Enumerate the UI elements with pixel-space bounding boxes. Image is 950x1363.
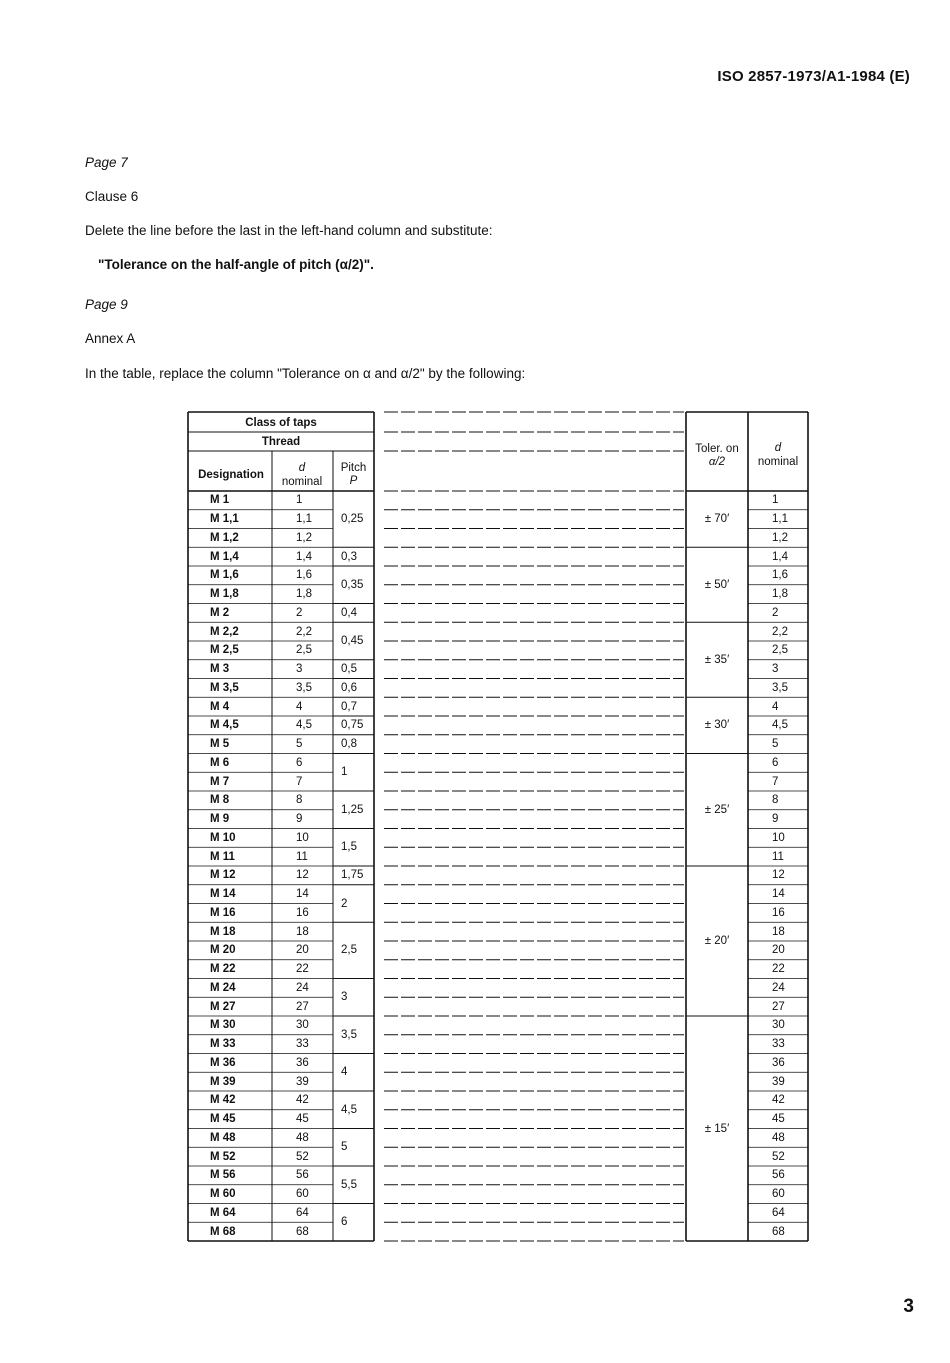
designation-cell: M 10: [210, 831, 236, 844]
pitch-cell: 0,75: [341, 719, 364, 732]
d-nominal-right-cell: 18: [772, 925, 785, 938]
d-nominal-right-cell: 8: [772, 794, 779, 807]
designation-cell: M 68: [210, 1225, 236, 1238]
d-nominal-cell: 10: [296, 831, 309, 844]
d-nominal-right-cell: 5: [772, 738, 779, 751]
d-nominal-cell: 2,2: [296, 625, 312, 638]
header-d-nominal: nominal: [281, 476, 323, 488]
d-nominal-cell: 64: [296, 1206, 309, 1219]
d-nominal-cell: 1,4: [296, 550, 312, 563]
d-nominal-right-cell: 20: [772, 944, 785, 957]
d-nominal-cell: 8: [296, 794, 303, 807]
pitch-cell: 1,75: [341, 869, 364, 882]
d-nominal-cell: 60: [296, 1188, 309, 1201]
pitch-cell: 4,5: [341, 1103, 357, 1116]
d-nominal-right-cell: 3: [772, 663, 779, 676]
designation-cell: M 36: [210, 1056, 236, 1069]
d-nominal-cell: 1,2: [296, 531, 312, 544]
d-nominal-cell: 39: [296, 1075, 309, 1088]
d-nominal-cell: 3: [296, 663, 303, 676]
d-nominal-right-cell: 16: [772, 906, 785, 919]
d-nominal-cell: 2,5: [296, 644, 312, 657]
d-nominal-cell: 45: [296, 1113, 309, 1126]
designation-cell: M 14: [210, 888, 236, 901]
d-nominal-cell: 14: [296, 888, 309, 901]
pitch-cell: 0,35: [341, 578, 364, 591]
header-thread: Thread: [261, 436, 301, 448]
d-nominal-right-cell: 3,5: [772, 681, 788, 694]
pitch-cell: 0,5: [341, 663, 357, 676]
header-d-nominal-right: nominal: [757, 456, 799, 468]
pitch-cell: 0,45: [341, 635, 364, 647]
d-nominal-right-cell: 30: [772, 1019, 785, 1032]
clause-1: Clause 6: [85, 189, 139, 204]
pitch-cell: 0,25: [341, 513, 364, 526]
designation-cell: M 9: [210, 813, 230, 826]
d-nominal-cell: 33: [296, 1038, 309, 1051]
d-nominal-cell: 18: [296, 925, 309, 938]
designation-cell: M 4,5: [210, 719, 239, 732]
designation-cell: M 1,4: [210, 550, 239, 563]
designation-cell: M 22: [210, 963, 236, 976]
designation-cell: M 30: [210, 1019, 236, 1032]
d-nominal-right-cell: 68: [772, 1225, 785, 1238]
header-class-of-taps: Class of taps: [245, 417, 317, 429]
designation-cell: M 16: [210, 906, 236, 919]
designation-cell: M 12: [210, 869, 236, 882]
pitch-cell: 0,8: [341, 738, 357, 751]
d-nominal-cell: 9: [296, 813, 303, 826]
pitch-cell: 2: [341, 897, 348, 910]
pitch-cell: 0,4: [341, 606, 357, 619]
d-nominal-right-cell: 4: [772, 700, 779, 713]
designation-cell: M 2,2: [210, 625, 239, 638]
designation-cell: M 2: [210, 606, 230, 619]
page-number: 3: [903, 1296, 914, 1317]
designation-cell: M 1,8: [210, 588, 239, 601]
designation-cell: M 4: [210, 700, 230, 713]
designation-cell: M 42: [210, 1094, 236, 1107]
d-nominal-cell: 6: [296, 756, 303, 769]
d-nominal-right-cell: 1,8: [772, 588, 788, 601]
pitch-cell: 1,5: [341, 841, 357, 854]
pitch-cell: 3: [341, 991, 348, 1004]
d-nominal-right-cell: 11: [772, 850, 784, 863]
d-nominal-right-cell: 2: [772, 606, 779, 619]
d-nominal-cell: 16: [296, 906, 309, 919]
header-d-right: d: [774, 442, 782, 454]
designation-cell: M 1,6: [210, 569, 239, 582]
designation-cell: M 1: [210, 494, 230, 507]
pitch-cell: 4: [341, 1066, 348, 1079]
designation-cell: M 33: [210, 1038, 236, 1051]
d-nominal-right-cell: 2,2: [772, 625, 788, 638]
d-nominal-right-cell: 4,5: [772, 719, 788, 732]
d-nominal-right-cell: 56: [772, 1169, 785, 1182]
designation-cell: M 20: [210, 944, 236, 957]
d-nominal-right-cell: 14: [772, 888, 785, 901]
clause-2: Annex A: [85, 331, 136, 346]
d-nominal-cell: 24: [296, 981, 309, 994]
page-ref-2: Page 9: [85, 297, 128, 312]
d-nominal-cell: 2: [296, 606, 303, 619]
d-nominal-right-cell: 2,5: [772, 644, 788, 657]
designation-cell: M 52: [210, 1150, 236, 1163]
d-nominal-right-cell: 1: [772, 494, 779, 507]
d-nominal-right-cell: 60: [772, 1188, 785, 1201]
d-nominal-right-cell: 7: [772, 775, 779, 788]
designation-cell: M 6: [210, 756, 230, 769]
d-nominal-cell: 27: [296, 1000, 309, 1013]
d-nominal-right-cell: 64: [772, 1206, 785, 1219]
d-nominal-right-cell: 12: [772, 869, 785, 882]
d-nominal-cell: 5: [296, 738, 303, 751]
designation-cell: M 56: [210, 1169, 236, 1182]
d-nominal-right-cell: 42: [772, 1094, 785, 1107]
pitch-cell: 2,5: [341, 944, 357, 957]
pitch-cell: 1: [341, 766, 348, 779]
pitch-cell: 0,6: [341, 681, 357, 694]
instruction-1: Delete the line before the last in the left-hand column and substitute:: [85, 223, 493, 238]
d-nominal-cell: 1,8: [296, 588, 312, 601]
d-nominal-right-cell: 24: [772, 981, 785, 994]
d-nominal-cell: 30: [296, 1019, 309, 1032]
d-nominal-cell: 3,5: [296, 681, 312, 694]
pitch-cell: 3,5: [341, 1028, 357, 1041]
designation-cell: M 5: [210, 738, 230, 751]
tolerance-cell: ± 70′: [704, 513, 730, 526]
pitch-cell: 5,5: [341, 1178, 357, 1191]
d-nominal-right-cell: 45: [772, 1113, 785, 1126]
tolerance-cell: ± 50′: [704, 578, 730, 591]
header-alpha-half: α/2: [708, 456, 726, 468]
pitch-cell: 1,25: [341, 803, 364, 816]
d-nominal-cell: 4: [296, 700, 303, 713]
d-nominal-right-cell: 39: [772, 1075, 785, 1088]
pitch-cell: 6: [341, 1216, 348, 1229]
page-ref-1: Page 7: [85, 155, 128, 170]
d-nominal-cell: 48: [296, 1131, 309, 1144]
d-nominal-right-cell: 10: [772, 831, 785, 844]
d-nominal-right-cell: 52: [772, 1150, 785, 1163]
d-nominal-cell: 20: [296, 944, 309, 957]
d-nominal-cell: 22: [296, 963, 309, 976]
header-pitch-p: P: [349, 475, 358, 487]
d-nominal-cell: 36: [296, 1056, 309, 1069]
d-nominal-right-cell: 33: [772, 1038, 785, 1051]
d-nominal-cell: 1,6: [296, 569, 312, 582]
d-nominal-cell: 12: [296, 869, 309, 882]
tolerance-cell: ± 25′: [704, 803, 730, 816]
designation-cell: M 2,5: [210, 644, 239, 657]
replacement-text: "Tolerance on the half-angle of pitch (α/2)".: [98, 257, 374, 272]
d-nominal-cell: 52: [296, 1150, 309, 1163]
d-nominal-cell: 1,1: [296, 513, 312, 526]
d-nominal-right-cell: 48: [772, 1131, 785, 1144]
d-nominal-right-cell: 1,1: [772, 513, 788, 526]
d-nominal-cell: 68: [296, 1225, 309, 1238]
designation-cell: M 48: [210, 1131, 236, 1144]
designation-cell: M 18: [210, 925, 236, 938]
designation-cell: M 11: [210, 850, 235, 863]
header-d: d: [298, 462, 306, 474]
tolerance-cell: ± 35′: [704, 653, 730, 666]
pitch-cell: 5: [341, 1141, 348, 1154]
header-toler-on: Toler. on: [695, 443, 739, 455]
d-nominal-cell: 11: [296, 850, 308, 863]
d-nominal-cell: 56: [296, 1169, 309, 1182]
designation-cell: M 27: [210, 1000, 236, 1013]
d-nominal-right-cell: 1,6: [772, 569, 788, 582]
instruction-2: In the table, replace the column "Tolerance on α and α/2" by the following:: [85, 366, 526, 381]
designation-cell: M 24: [210, 981, 236, 994]
designation-cell: M 39: [210, 1075, 236, 1088]
d-nominal-right-cell: 1,2: [772, 531, 788, 544]
d-nominal-cell: 1: [296, 494, 303, 507]
pitch-cell: 0,3: [341, 550, 357, 563]
designation-cell: M 60: [210, 1188, 236, 1201]
d-nominal-right-cell: 9: [772, 813, 779, 826]
tolerance-cell: ± 20′: [704, 935, 730, 947]
pitch-cell: 0,7: [341, 700, 357, 713]
d-nominal-cell: 42: [296, 1094, 309, 1107]
designation-cell: M 3: [210, 663, 230, 676]
standard-reference: ISO 2857-1973/A1-1984 (E): [717, 68, 910, 85]
d-nominal-right-cell: 27: [772, 1000, 785, 1013]
designation-cell: M 1,2: [210, 531, 239, 544]
d-nominal-right-cell: 36: [772, 1056, 785, 1069]
tolerance-cell: ± 30′: [704, 719, 730, 732]
designation-cell: M 45: [210, 1113, 236, 1126]
header-designation: Designation: [198, 469, 264, 481]
d-nominal-right-cell: 6: [772, 756, 779, 769]
designation-cell: M 1,1: [210, 513, 239, 526]
designation-cell: M 8: [210, 794, 230, 807]
d-nominal-right-cell: 1,4: [772, 550, 788, 563]
d-nominal-cell: 4,5: [296, 719, 312, 732]
designation-cell: M 7: [210, 775, 230, 788]
d-nominal-cell: 7: [296, 775, 303, 788]
d-nominal-right-cell: 22: [772, 963, 785, 976]
designation-cell: M 3,5: [210, 681, 239, 694]
tolerance-cell: ± 15′: [704, 1122, 730, 1135]
designation-cell: M 64: [210, 1206, 236, 1219]
header-pitch: Pitch: [340, 462, 367, 474]
